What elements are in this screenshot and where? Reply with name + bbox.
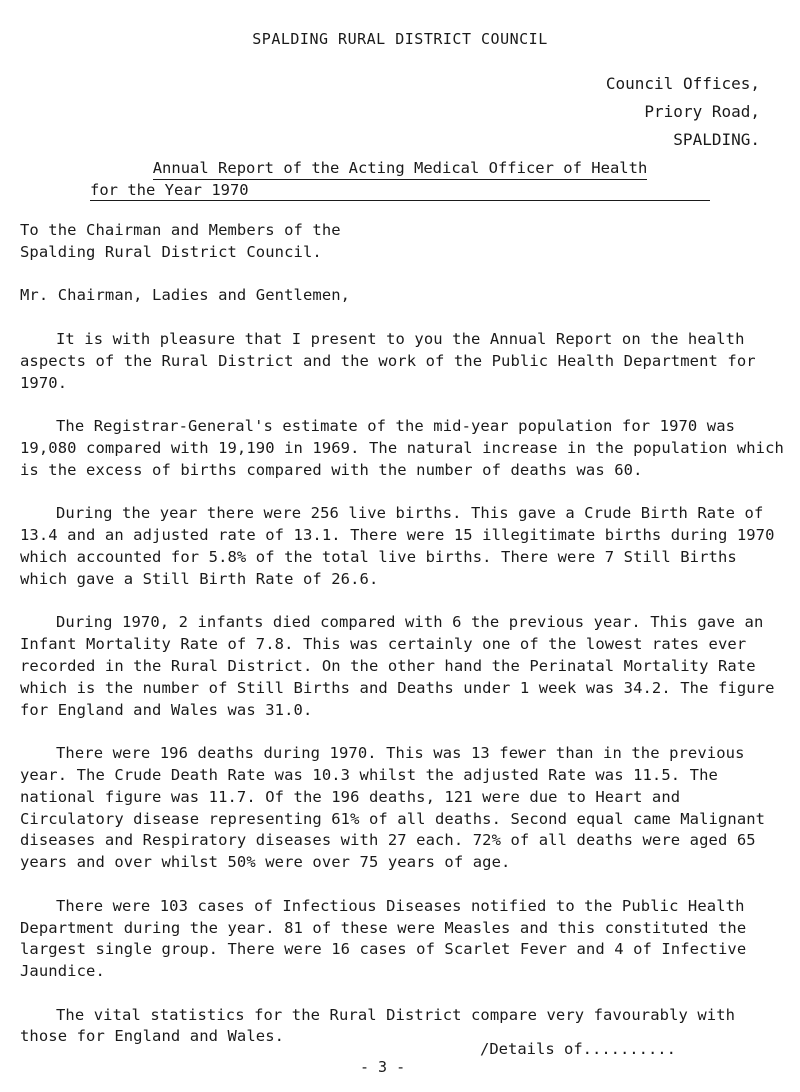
paragraph-population: The Registrar-General's estimate of the mid-year population for 1970 was 19,080 compared with 19,190 in 1969. The natural increase in the population which is the excess of births compared with the number of deaths was 60. xyxy=(20,417,784,479)
report-title-line-1: Annual Report of the Acting Medical Officer of Health xyxy=(153,158,648,180)
addressee-line-2: Spalding Rural District Council. xyxy=(20,242,322,261)
report-title xyxy=(0,158,800,201)
paragraph-infectious-diseases: There were 103 cases of Infectious Diseases notified to the Public Health Department during the year. 81 of these were Measles and this constituted the largest single group. There were 16 cases of Scarlet Fever and 4 of Infective Jaundice. xyxy=(20,896,747,981)
paragraph-births: During the year there were 256 live births. This gave a Crude Birth Rate of 13.4 and an adjusted rate of 13.1. There were 15 illegitimate births during 1970 which accounted for 5.8% of the total live births. There were 7 Still Births which gave a Still Birth Rate of 26.6. xyxy=(20,504,775,588)
continuation-note: /Details of.......... xyxy=(480,1040,676,1058)
address-line-2: Priory Road, xyxy=(644,102,760,121)
report-title-line-2: for the Year 1970 xyxy=(90,180,710,201)
council-header: SPALDING RURAL DISTRICT COUNCIL xyxy=(252,30,548,48)
paragraph-introduction: It is with pleasure that I present to you the Annual Report on the health aspects of the Rural District and the work of the Public Health Department for 1970. xyxy=(20,329,756,392)
address-line-3: SPALDING. xyxy=(673,130,760,149)
address-line-1: Council Offices, xyxy=(605,74,760,93)
report-body xyxy=(20,220,785,1070)
paragraph-vital-statistics: The vital statistics for the Rural District compare very favourably with those for England and Wales. xyxy=(20,1005,736,1046)
paragraph-deaths: There were 196 deaths during 1970. This was 13 fewer than in the previous year. The Crude Death Rate was 10.3 whilst the adjusted Rate was 11.5. The national figure was 11.7. Of the 196 deaths, 121 were due to Heart and Circulatory disease representing 61% of all deaths. Second equal came Malignant diseases and Respiratory diseases with 27 each. 72% of all deaths were aged 65 years and over whilst 50% were over 75 years of age. xyxy=(20,744,766,872)
page-footer xyxy=(0,1040,800,1080)
address-block xyxy=(590,70,760,154)
paragraph-infant-mortality: During 1970, 2 infants died compared with 6 the previous year. This gave an Infant Mortality Rate of 7.8. This was certainly one of the lowest rates ever recorded in the Rural District. On the other hand the Perinatal Mortality Rate which is the number of Still Births and Deaths under 1 week was 34.2. The figure for England and Wales was 31.0. xyxy=(20,613,775,719)
addressee-line-1: To the Chairman and Members of the xyxy=(20,221,341,239)
greeting: Mr. Chairman, Ladies and Gentlemen, xyxy=(20,286,351,305)
page-number: - 3 - xyxy=(360,1058,406,1076)
